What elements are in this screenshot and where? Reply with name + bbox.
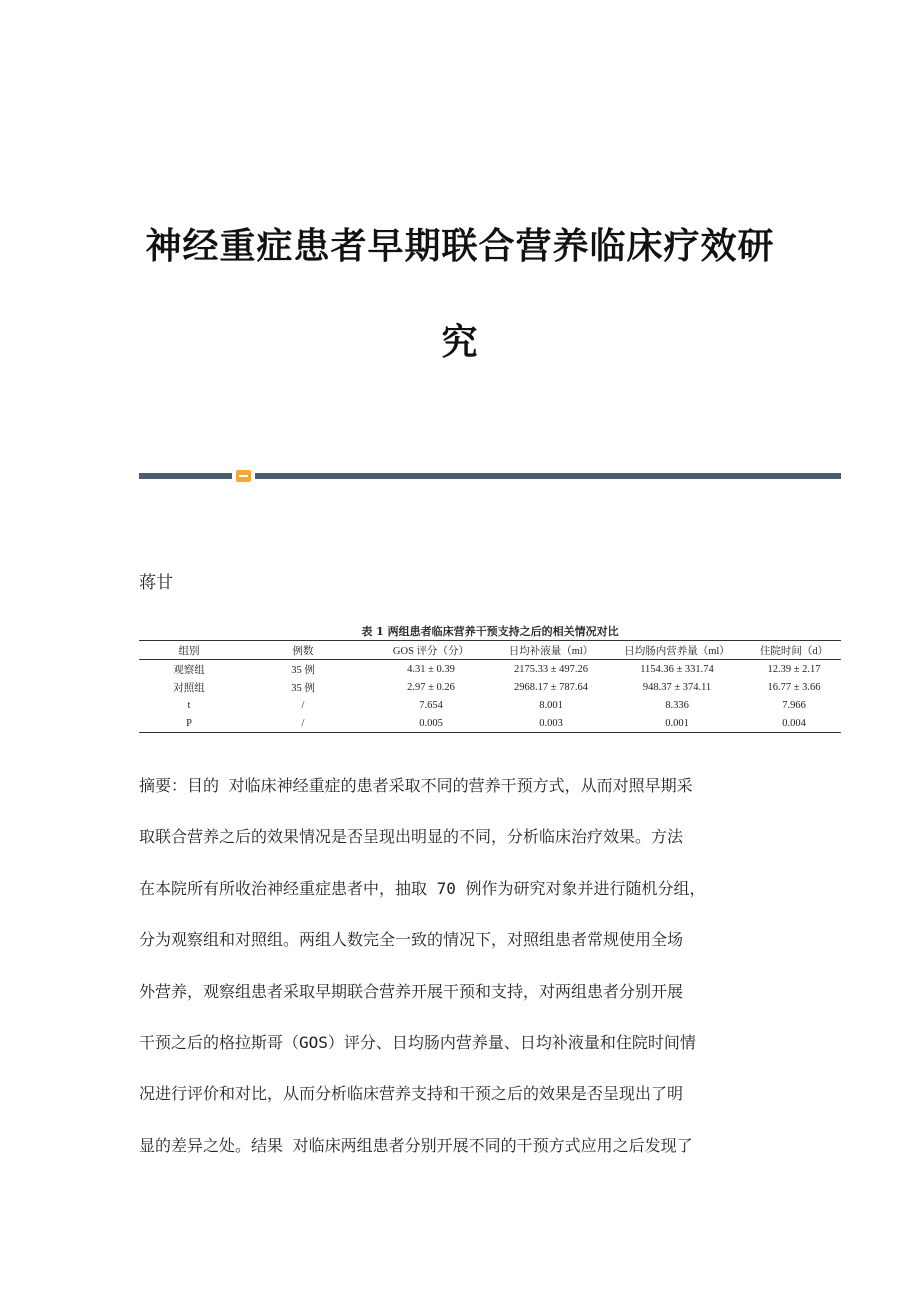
table-cell: / bbox=[301, 699, 305, 711]
table-header-cell: GOS 评分（分） bbox=[392, 645, 470, 657]
table-cell: 35 例 bbox=[291, 664, 315, 676]
abstract-line: 外营养，观察组患者采取早期联合营养开展干预和支持，对两组患者分别开展 bbox=[139, 981, 684, 1001]
table-cell: 8.001 bbox=[539, 699, 563, 711]
table-cell: 4.31 ± 0.39 bbox=[407, 663, 455, 675]
table-cell: 8.336 bbox=[665, 699, 689, 711]
table-cell: 0.003 bbox=[539, 717, 563, 729]
table-header-cell: 日均肠内营养量（ml） bbox=[624, 645, 730, 657]
divider-emblem-icon bbox=[236, 470, 251, 482]
table-header-row bbox=[139, 641, 841, 660]
table-cell: / bbox=[301, 717, 305, 729]
table-cell: P bbox=[186, 717, 192, 729]
abstract-text bbox=[139, 760, 789, 1171]
table-header-cell: 组别 bbox=[178, 645, 200, 657]
table-cell: 2.97 ± 0.26 bbox=[407, 681, 455, 693]
table-cell: 观察组 bbox=[173, 664, 205, 676]
table-row bbox=[139, 678, 841, 696]
table-cell: 16.77 ± 3.66 bbox=[767, 681, 821, 693]
abstract-line: 在本院所有所收治神经重症患者中，抽取 70 例作为研究对象并进行随机分组， bbox=[139, 878, 706, 898]
results-table bbox=[139, 640, 841, 733]
table-cell: t bbox=[187, 699, 191, 711]
table-cell: 0.004 bbox=[782, 717, 806, 729]
table-header-cell: 住院时间（d） bbox=[759, 645, 829, 657]
table-cell: 7.966 bbox=[782, 699, 806, 711]
abstract-line: 摘要：目的 对临床神经重症的患者采取不同的营养干预方式，从而对照早期采 bbox=[139, 776, 693, 795]
abstract-line: 取联合营养之后的效果情况是否呈现出明显的不同，分析临床治疗效果。方法 bbox=[139, 827, 684, 847]
table-cell: 1154.36 ± 331.74 bbox=[640, 663, 714, 675]
table-header-cell: 例数 bbox=[292, 645, 314, 657]
table-cell: 对照组 bbox=[173, 682, 205, 694]
divider-bar-right bbox=[255, 473, 841, 479]
abstract-line: 况进行评价和对比，从而分析临床营养支持和干预之后的效果是否呈现出了明 bbox=[139, 1084, 684, 1104]
paper-title-line-1: 神经重症患者早期联合营养临床疗效研 bbox=[145, 226, 775, 267]
paper-title-line-2: 究 bbox=[441, 322, 479, 363]
abstract-line: 分为观察组和对照组。两组人数完全一致的情况下，对照组患者常规使用全场 bbox=[139, 930, 684, 950]
table-cell: 948.37 ± 374.11 bbox=[642, 681, 712, 693]
abstract-line: 显的差异之处。结果 对临床两组患者分别开展不同的干预方式应用之后发现了 bbox=[139, 1135, 693, 1155]
table-cell: 2968.17 ± 787.64 bbox=[513, 681, 588, 693]
table-cell: 35 例 bbox=[291, 682, 315, 694]
table-caption: 表 1 两组患者临床营养干预支持之后的相关情况对比 bbox=[361, 625, 619, 638]
table-cell: 0.001 bbox=[665, 717, 689, 729]
table-row bbox=[139, 714, 841, 733]
table-header-cell: 日均补液量（ml） bbox=[508, 645, 594, 657]
table-row bbox=[139, 696, 841, 714]
author-name: 蒋甘 bbox=[139, 573, 173, 593]
divider-bar-left bbox=[139, 473, 232, 479]
table-cell: 0.005 bbox=[419, 717, 443, 729]
abstract-line: 干预之后的格拉斯哥（GOS）评分、日均肠内营养量、日均补液量和住院时间情 bbox=[139, 1032, 696, 1052]
title-divider bbox=[139, 470, 841, 482]
table-cell: 12.39 ± 2.17 bbox=[767, 663, 821, 675]
table-cell: 2175.33 ± 497.26 bbox=[513, 663, 588, 675]
table-cell: 7.654 bbox=[419, 699, 443, 711]
table-row bbox=[139, 660, 841, 679]
